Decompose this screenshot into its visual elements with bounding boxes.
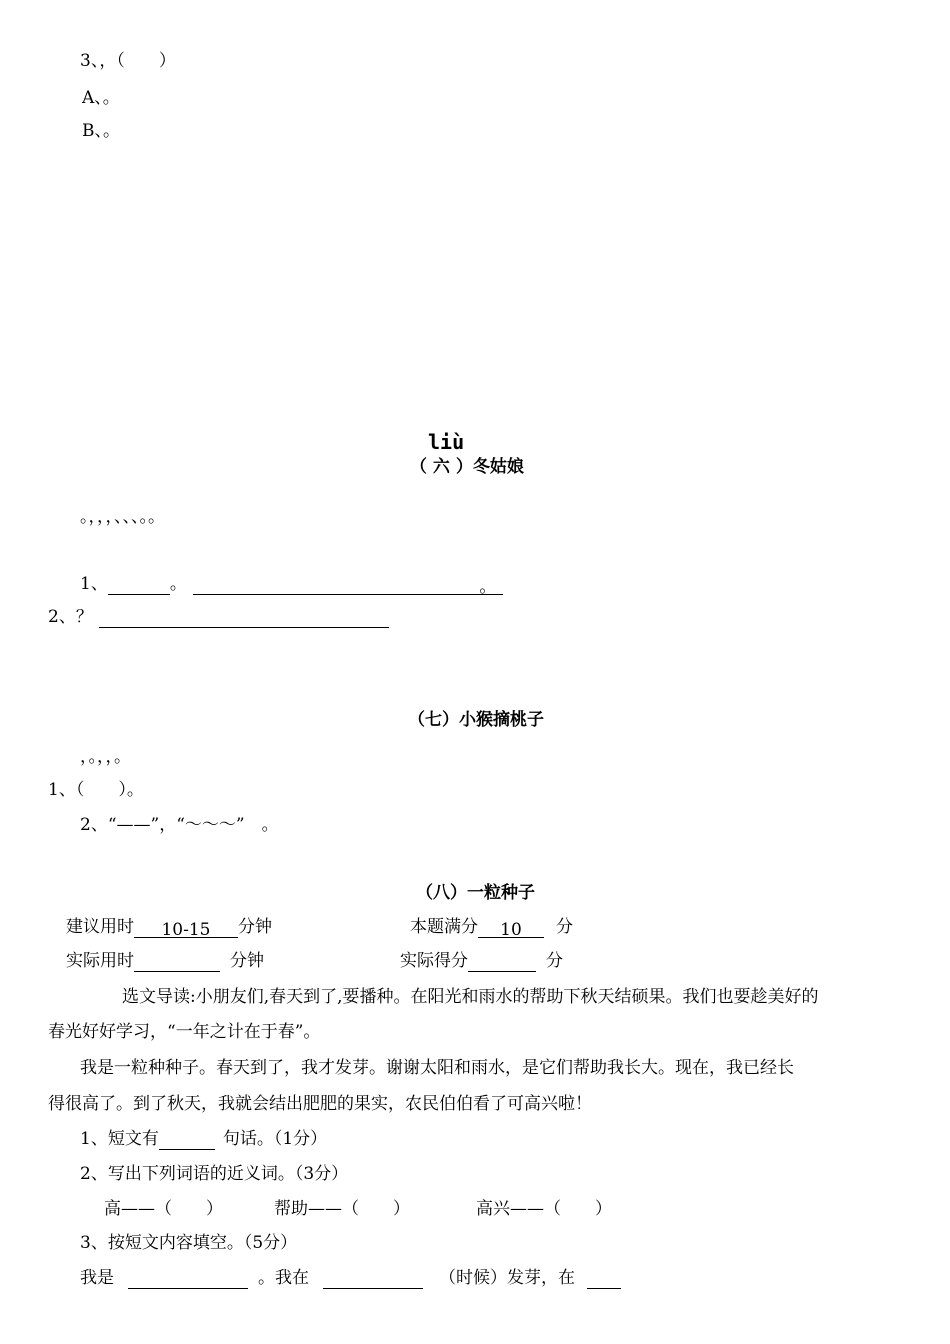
section-6-title: （ 六 ）冬姑娘 <box>410 457 524 477</box>
passage-line-1: 我是一粒种种子。春天到了，我才发芽。谢谢太阳和雨水，是它们帮助我长大。现在，我已经长 <box>80 1058 794 1078</box>
pinyin-annotation: liù <box>428 430 465 454</box>
answer-blank[interactable] <box>108 576 170 595</box>
section-7-text: ，。，，。 <box>80 747 131 767</box>
section-6-question-2: 2、？ <box>48 606 389 628</box>
answer-blank[interactable] <box>587 1270 621 1289</box>
section-8-title: （八）一粒种子 <box>416 883 535 903</box>
actual-score-blank[interactable] <box>468 953 536 972</box>
guide-text-line-2: 春光好好学习，“一年之计在于春”。 <box>48 1022 321 1042</box>
guide-text-line-1: 选文导读:小朋友们,春天到了,要播种。在阳光和雨水的帮助下秋天结硕果。我们也要趁美好的 <box>122 987 819 1007</box>
section-7-question-2: 2、“——”，“～～～” 。 <box>80 815 279 835</box>
suggested-time: 建议用时 10-15 分钟 <box>66 917 272 940</box>
full-score-value: 10 <box>478 919 544 938</box>
answer-blank[interactable] <box>99 609 389 628</box>
passage-line-2: 得很高了。到了秋天，我就会结出肥肥的果实，农民伯伯看了可高兴啦！ <box>48 1094 592 1114</box>
section-6-text: 。，，，、、、。。 <box>80 507 165 527</box>
section-8-question-2: 2、写出下列词语的近义词。（3分） <box>80 1164 349 1184</box>
synonym-2: 帮助——（ ） <box>274 1199 410 1219</box>
synonym-1: 高——（ ） <box>104 1199 223 1219</box>
full-score: 本题满分 10 分 <box>410 917 573 940</box>
section-6-question-1: 1、 。 。 <box>80 573 503 595</box>
question-3: 3、，（ ） <box>80 51 176 71</box>
actual-time-blank[interactable] <box>134 953 220 972</box>
answer-blank[interactable] <box>323 1270 423 1289</box>
actual-time: 实际用时 分钟 <box>66 951 264 971</box>
synonym-3: 高兴——（ ） <box>476 1199 612 1219</box>
section-7-question-1: 1、（ ）。 <box>48 780 144 800</box>
fill-in-line: 我是 。我在 （时候）发芽，在 <box>80 1267 621 1289</box>
answer-blank[interactable] <box>159 1131 215 1150</box>
actual-score: 实际得分 分 <box>400 951 563 971</box>
option-b: B、。 <box>82 121 120 141</box>
answer-blank[interactable]: 。 <box>193 576 503 595</box>
suggested-time-value: 10-15 <box>134 919 238 938</box>
section-8-question-1: 1、短文有 句话。（1分） <box>80 1129 328 1149</box>
option-a: A、。 <box>82 88 120 108</box>
answer-blank[interactable] <box>128 1270 248 1289</box>
section-7-title: （七）小猴摘桃子 <box>408 710 544 730</box>
section-8-question-3: 3、按短文内容填空。（5分） <box>80 1233 298 1253</box>
